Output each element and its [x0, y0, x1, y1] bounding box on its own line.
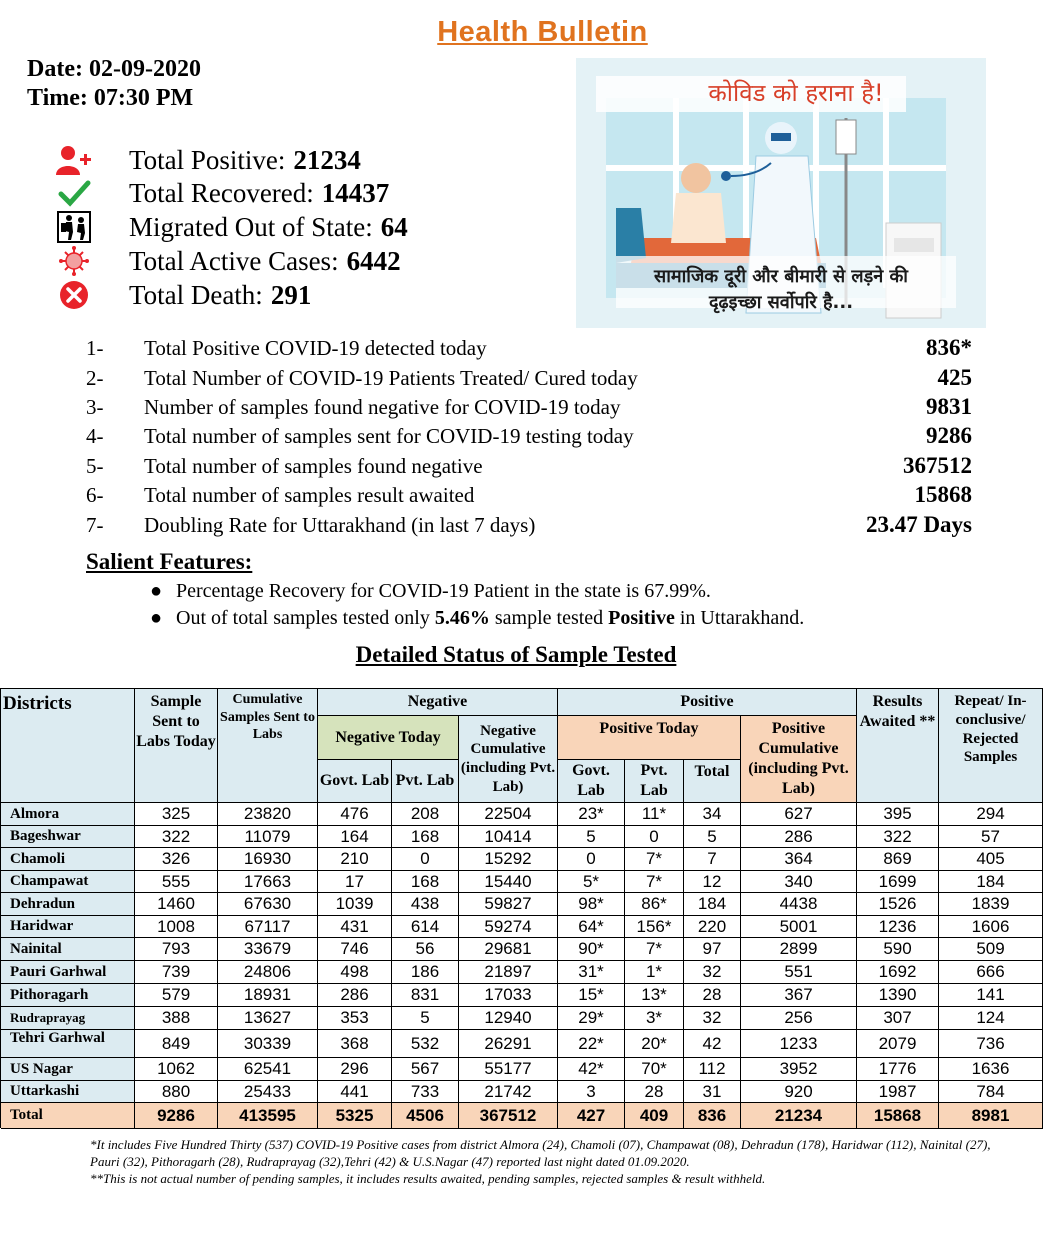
table-cell: 1606	[939, 916, 1043, 938]
table-cell: 920	[741, 1081, 857, 1103]
total-active-label: Total Active Cases:	[129, 245, 339, 276]
salient-heading: Salient Features:	[86, 549, 253, 574]
table-cell: 1236	[857, 916, 939, 938]
table-cell: 7*	[625, 871, 684, 893]
total-positive-label: Total Positive:	[129, 144, 286, 175]
table-cell: 579	[135, 984, 218, 1007]
table-cell: 555	[135, 871, 218, 893]
header-pos-total: Total	[684, 760, 741, 803]
table-cell: 498	[318, 961, 392, 984]
list-number: 6-	[86, 482, 104, 507]
table-cell: 42*	[558, 1058, 625, 1081]
header-positive-cumulative: Positive Cumulative (including Pvt. Lab)	[741, 716, 857, 803]
list-item	[86, 511, 972, 539]
table-cell: 322	[857, 826, 939, 848]
table-cell: 184	[939, 871, 1043, 893]
table-cell: 164	[318, 826, 392, 848]
table-cell: 405	[939, 848, 1043, 871]
total-row-cell: 836	[684, 1103, 741, 1129]
table-cell: 2079	[857, 1030, 939, 1058]
table-cell: 793	[135, 938, 218, 961]
salient-bullet: ● Percentage Recovery for COVID-19 Patient in the state is 67.99%.	[150, 580, 711, 602]
list-text: Doubling Rate for Uttarakhand (in last 7 days)	[144, 512, 536, 537]
table-cell: 1636	[939, 1058, 1043, 1081]
total-row-cell: 8981	[939, 1103, 1043, 1129]
table-cell: 25433	[218, 1081, 318, 1103]
table-cell: 210	[318, 848, 392, 871]
table-cell: 86*	[625, 893, 684, 916]
salient-text: Out of total samples tested only 5.46% sample tested Positive in Uttarakhand.	[176, 607, 805, 629]
table-cell: 32	[684, 961, 741, 984]
table-cell: 0	[558, 848, 625, 871]
district-name: Uttarkashi	[1, 1081, 135, 1103]
table-cell: 186	[392, 961, 459, 984]
table-cell: 34	[684, 803, 741, 826]
list-number: 4-	[86, 423, 104, 448]
table-cell: 11*	[625, 803, 684, 826]
table-cell: 22*	[558, 1030, 625, 1058]
table-cell: 20*	[625, 1030, 684, 1058]
list-number: 1-	[86, 335, 104, 360]
list-text: Number of samples found negative for COVID-19 today	[144, 394, 621, 419]
table-cell: 18931	[218, 984, 318, 1007]
table-cell: 1987	[857, 1081, 939, 1103]
district-name: Bageshwar	[1, 826, 135, 848]
district-name: Rudraprayag	[1, 1007, 135, 1030]
header-pos-govt: Govt. Lab	[558, 760, 625, 803]
table-cell: 831	[392, 984, 459, 1007]
table-cell: 5	[684, 826, 741, 848]
table-cell: 5*	[558, 871, 625, 893]
total-row-cell: 21234	[741, 1103, 857, 1129]
table-cell: 3*	[625, 1007, 684, 1030]
table-cell: 56	[392, 938, 459, 961]
total-row-cell: 5325	[318, 1103, 392, 1129]
header-repeat: Repeat/ In-conclusive/ Rejected Samples	[939, 689, 1043, 803]
table-cell: 22504	[459, 803, 558, 826]
table-cell: 17663	[218, 871, 318, 893]
total-row-cell: 409	[625, 1103, 684, 1129]
total-active-value: 6442	[346, 245, 401, 276]
table-cell: 441	[318, 1081, 392, 1103]
table-cell: 168	[392, 826, 459, 848]
total-row-cell: 427	[558, 1103, 625, 1129]
table-cell: 13627	[218, 1007, 318, 1030]
table-cell: 55177	[459, 1058, 558, 1081]
table-cell: 388	[135, 1007, 218, 1030]
total-row-cell: Total	[1, 1103, 135, 1129]
list-item	[86, 422, 972, 450]
header-pos-pvt: Pvt. Lab	[625, 760, 684, 803]
list-value: 9286	[926, 423, 972, 448]
table-cell: 24806	[218, 961, 318, 984]
header-cumulative: Cumulative Samples Sent to Labs	[218, 689, 318, 803]
table-cell: 1062	[135, 1058, 218, 1081]
list-item	[86, 393, 972, 421]
table-cell: 567	[392, 1058, 459, 1081]
table-cell: 23*	[558, 803, 625, 826]
table-cell: 551	[741, 961, 857, 984]
table-cell: 256	[741, 1007, 857, 1030]
poster-slogan: कोविड को हराना है!	[708, 79, 884, 107]
table-cell: 7*	[625, 848, 684, 871]
total-row-cell: 9286	[135, 1103, 218, 1129]
table-cell: 666	[939, 961, 1043, 984]
header-negative-cumulative: Negative Cumulative (including Pvt. Lab)	[459, 716, 558, 803]
table-cell: 220	[684, 916, 741, 938]
table-cell: 1039	[318, 893, 392, 916]
table-cell: 29681	[459, 938, 558, 961]
table-cell: 1233	[741, 1030, 857, 1058]
table-cell: 3	[558, 1081, 625, 1103]
migrated-out-value: 64	[380, 211, 408, 242]
district-name: US Nagar	[1, 1058, 135, 1081]
poster-caption-line2: दृढ़इच्छा सर्वोपरि है...	[708, 292, 854, 313]
table-cell: 294	[939, 803, 1043, 826]
table-cell: 307	[857, 1007, 939, 1030]
table-cell: 736	[939, 1030, 1043, 1058]
table-cell: 325	[135, 803, 218, 826]
table-cell: 739	[135, 961, 218, 984]
list-number: 3-	[86, 394, 104, 419]
district-name: Pithoragarh	[1, 984, 135, 1007]
sample-status-table	[0, 688, 1043, 1128]
total-recovered-value: 14437	[321, 177, 390, 208]
list-number: 7-	[86, 512, 104, 537]
table-cell: 208	[392, 803, 459, 826]
list-text: Total number of samples sent for COVID-19 testing today	[144, 423, 634, 448]
table-cell: 5	[558, 826, 625, 848]
total-recovered	[55, 177, 389, 209]
table-cell: 124	[939, 1007, 1043, 1030]
district-name: Almora	[1, 803, 135, 826]
table-cell: 1390	[857, 984, 939, 1007]
list-value: 23.47 Days	[865, 512, 972, 537]
table-cell: 1692	[857, 961, 939, 984]
header-districts: Districts	[1, 689, 135, 803]
bulletin-date: Date: 02-09-2020	[27, 56, 201, 82]
table-cell: 17033	[459, 984, 558, 1007]
header-sample-today: Sample Sent to Labs Today	[135, 689, 218, 803]
header-negative-today: Negative Today	[318, 716, 459, 760]
header-positive: Positive	[558, 689, 857, 716]
table-cell: 364	[741, 848, 857, 871]
list-item	[86, 481, 972, 509]
header-positive-today: Positive Today	[558, 716, 741, 760]
table-cell: 869	[857, 848, 939, 871]
poster-caption-line1: सामाजिक दूरी और बीमारी से लड़ने की	[654, 266, 908, 287]
total-row-cell: 413595	[218, 1103, 318, 1129]
table-cell: 67630	[218, 893, 318, 916]
table-cell: 1526	[857, 893, 939, 916]
table-cell: 29*	[558, 1007, 625, 1030]
table-cell: 7*	[625, 938, 684, 961]
district-name: Pauri Garhwal	[1, 961, 135, 984]
table-cell: 0	[625, 826, 684, 848]
list-number: 2-	[86, 365, 104, 390]
table-cell: 12	[684, 871, 741, 893]
list-item	[86, 334, 972, 362]
table-cell: 31	[684, 1081, 741, 1103]
table-cell: 1776	[857, 1058, 939, 1081]
virus-icon	[55, 245, 93, 277]
migrated-out-label: Migrated Out of State:	[129, 211, 373, 242]
total-death-label: Total Death:	[129, 279, 263, 310]
table-cell: 33679	[218, 938, 318, 961]
total-positive	[55, 144, 361, 176]
table-cell: 67117	[218, 916, 318, 938]
district-name: Haridwar	[1, 916, 135, 938]
table-cell: 112	[684, 1058, 741, 1081]
check-icon	[55, 177, 93, 209]
cross-circle-icon	[55, 279, 93, 311]
district-name: Nainital	[1, 938, 135, 961]
table-cell: 286	[318, 984, 392, 1007]
table-cell: 7	[684, 848, 741, 871]
table-cell: 59274	[459, 916, 558, 938]
table-cell: 15292	[459, 848, 558, 871]
table-cell: 326	[135, 848, 218, 871]
total-death-value: 291	[270, 279, 312, 310]
district-name: Tehri Garhwal	[1, 1030, 135, 1058]
table-cell: 1699	[857, 871, 939, 893]
total-death	[55, 279, 311, 311]
list-text: Total number of samples found negative	[144, 453, 483, 478]
table-cell: 42	[684, 1030, 741, 1058]
salient-bullet: ● Out of total samples tested only 5.46% sample tested Positive in Uttarakhand.	[150, 607, 805, 629]
bulletin-time: Time: 07:30 PM	[27, 85, 194, 111]
table-cell: 627	[741, 803, 857, 826]
total-row-cell: 15868	[857, 1103, 939, 1129]
table-cell: 23820	[218, 803, 318, 826]
table-cell: 141	[939, 984, 1043, 1007]
table-cell: 5	[392, 1007, 459, 1030]
table-cell: 10414	[459, 826, 558, 848]
table-cell: 57	[939, 826, 1043, 848]
table-cell: 3952	[741, 1058, 857, 1081]
table-cell: 4438	[741, 893, 857, 916]
header-awaited: Results Awaited **	[857, 689, 939, 803]
table-cell: 98*	[558, 893, 625, 916]
user-plus-icon	[55, 144, 93, 176]
table-cell: 28	[684, 984, 741, 1007]
table-cell: 11079	[218, 826, 318, 848]
table-cell: 21742	[459, 1081, 558, 1103]
table-cell: 733	[392, 1081, 459, 1103]
table-cell: 59827	[459, 893, 558, 916]
table-cell: 2899	[741, 938, 857, 961]
table-cell: 849	[135, 1030, 218, 1058]
table-cell: 286	[741, 826, 857, 848]
table-cell: 353	[318, 1007, 392, 1030]
table-cell: 156*	[625, 916, 684, 938]
covid-poster	[576, 58, 986, 328]
table-cell: 1008	[135, 916, 218, 938]
table-cell: 13*	[625, 984, 684, 1007]
table-cell: 26291	[459, 1030, 558, 1058]
migrated-out	[55, 211, 408, 243]
table-cell: 509	[939, 938, 1043, 961]
table-cell: 16930	[218, 848, 318, 871]
total-row-cell: 4506	[392, 1103, 459, 1129]
list-value: 425	[937, 365, 972, 390]
table-cell: 1460	[135, 893, 218, 916]
table-cell: 0	[392, 848, 459, 871]
table-cell: 21897	[459, 961, 558, 984]
list-item	[86, 452, 972, 480]
table-cell: 340	[741, 871, 857, 893]
footnote-2: **This is not actual number of pending samples, it includes results awaited, pending samples, rejected samples & result withheld.	[90, 1171, 766, 1186]
list-value: 9831	[926, 394, 972, 419]
table-cell: 614	[392, 916, 459, 938]
page-title: Health Bulletin	[437, 16, 648, 48]
table-cell: 438	[392, 893, 459, 916]
district-name: Chamoli	[1, 848, 135, 871]
table-cell: 30339	[218, 1030, 318, 1058]
table-cell: 70*	[625, 1058, 684, 1081]
list-text: Total Positive COVID-19 detected today	[144, 335, 487, 360]
total-positive-value: 21234	[293, 144, 361, 175]
table-cell: 31*	[558, 961, 625, 984]
table-cell: 17	[318, 871, 392, 893]
header-neg-pvt: Pvt. Lab	[392, 760, 459, 803]
total-recovered-label: Total Recovered:	[129, 177, 314, 208]
table-cell: 97	[684, 938, 741, 961]
migrants-icon	[55, 211, 93, 243]
table-cell: 1*	[625, 961, 684, 984]
salient-text: Percentage Recovery for COVID-19 Patient in the state is 67.99%.	[176, 580, 711, 602]
total-active	[55, 245, 401, 277]
table-cell: 532	[392, 1030, 459, 1058]
list-value: 367512	[903, 453, 972, 478]
table-cell: 395	[857, 803, 939, 826]
list-number: 5-	[86, 453, 104, 478]
table-cell: 590	[857, 938, 939, 961]
table-cell: 15*	[558, 984, 625, 1007]
table-cell: 32	[684, 1007, 741, 1030]
table-cell: 62541	[218, 1058, 318, 1081]
header-neg-govt: Govt. Lab	[318, 760, 392, 803]
list-value: 836*	[926, 335, 972, 360]
table-cell: 746	[318, 938, 392, 961]
table-cell: 184	[684, 893, 741, 916]
list-item	[86, 364, 972, 392]
table-cell: 15440	[459, 871, 558, 893]
district-name: Dehradun	[1, 893, 135, 916]
table-cell: 296	[318, 1058, 392, 1081]
list-text: Total Number of COVID-19 Patients Treated/ Cured today	[144, 365, 638, 390]
table-cell: 90*	[558, 938, 625, 961]
table-cell: 12940	[459, 1007, 558, 1030]
list-value: 15868	[914, 482, 972, 507]
table-cell: 880	[135, 1081, 218, 1103]
footnote-1: *It includes Five Hundred Thirty (537) COVID-19 Positive cases from district Almora (24), Chamoli (07), Champawat (08), Dehradun (178), Haridwar (112), Nainital (27), Pauri (32), Pithoragarh (28), Rudraprayag (32),Tehri (42) & U.S.Nagar (47) reported last night dated 01.09.2020.	[90, 1137, 991, 1169]
table-cell: 1839	[939, 893, 1043, 916]
table-cell: 784	[939, 1081, 1043, 1103]
table-cell: 168	[392, 871, 459, 893]
table-cell: 28	[625, 1081, 684, 1103]
total-row-cell: 367512	[459, 1103, 558, 1129]
district-name: Champawat	[1, 871, 135, 893]
header-negative: Negative	[318, 689, 558, 716]
table-cell: 476	[318, 803, 392, 826]
table-cell: 322	[135, 826, 218, 848]
table-heading: Detailed Status of Sample Tested	[355, 642, 677, 667]
table-cell: 367	[741, 984, 857, 1007]
table-cell: 64*	[558, 916, 625, 938]
table-cell: 431	[318, 916, 392, 938]
list-text: Total number of samples result awaited	[144, 482, 475, 507]
table-cell: 368	[318, 1030, 392, 1058]
table-cell: 5001	[741, 916, 857, 938]
